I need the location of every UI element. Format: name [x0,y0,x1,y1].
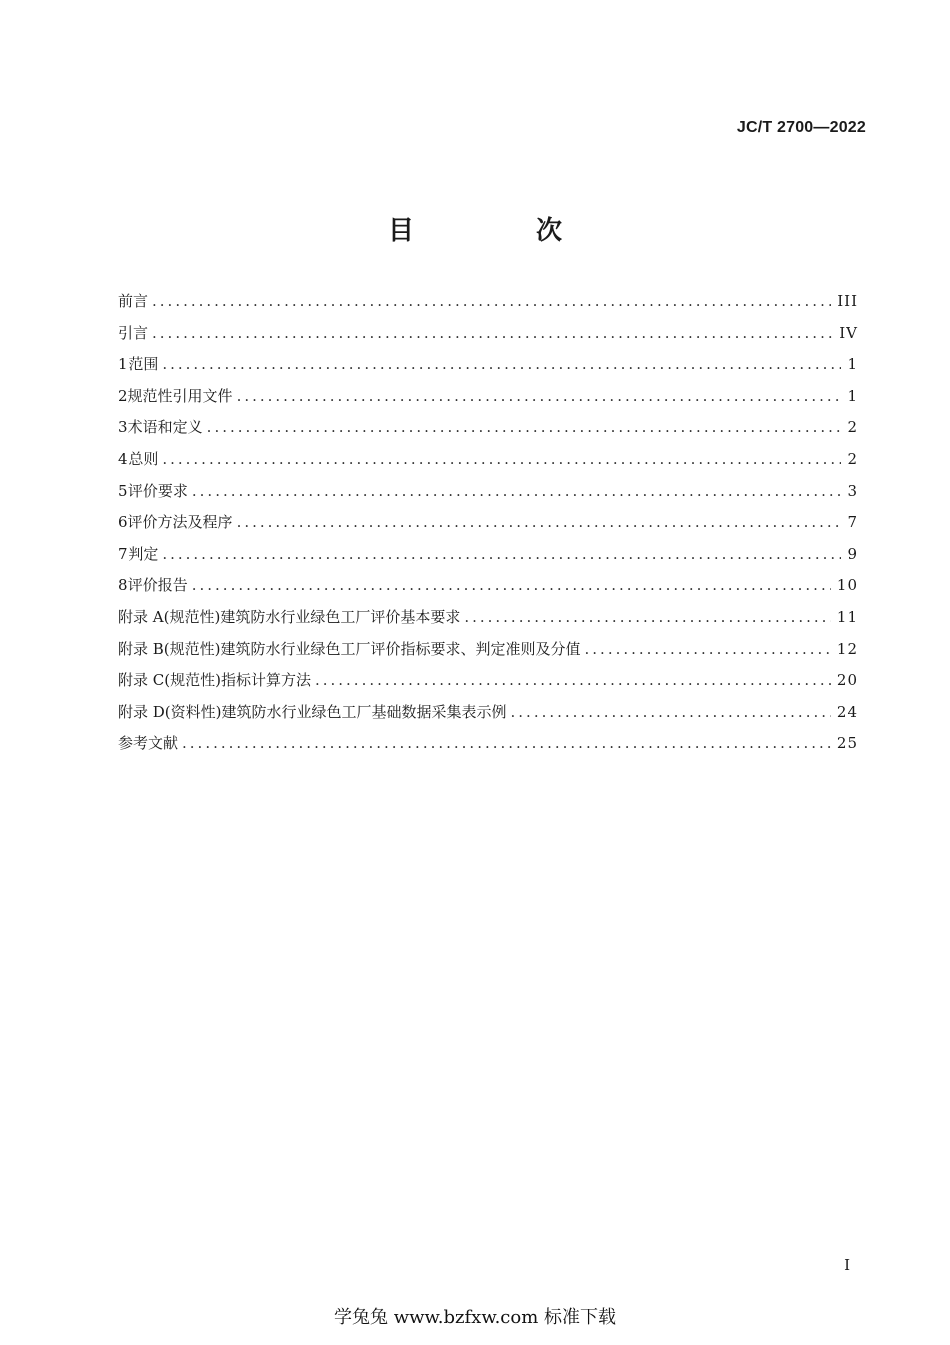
toc-entry-page: 12 [836,639,858,658]
toc-entry-number: 8 [118,576,128,595]
toc-entry[interactable] [118,385,858,417]
toc-entry[interactable] [118,669,858,701]
toc-dot-leader [152,324,833,342]
toc-entry-title: 引言 [118,323,149,342]
toc-dot-leader [182,734,831,752]
watermark-text: 学兔兔 www.bzfxw.com 标准下载 [333,1307,617,1328]
toc-entry-number: 1 [118,355,128,374]
toc-entry[interactable] [118,511,858,543]
toc-entry[interactable] [118,448,858,480]
toc-dot-leader [464,608,831,626]
toc-entry-title: 术语和定义 [127,418,203,437]
toc-entry-title: 规范性引用文件 [127,386,233,405]
toc-entry-title: 判定 [128,544,159,563]
toc-entry-number: 4 [118,449,128,468]
toc-entry-page: 10 [836,576,858,595]
toc-entry-number: 6 [118,513,128,532]
toc-dot-leader [511,703,831,721]
toc-entry[interactable] [118,480,858,512]
toc-entry[interactable] [118,416,858,448]
toc-entry-title: 评价方法及程序 [127,513,233,532]
toc-entry[interactable] [118,353,858,385]
toc-entry-title: 建筑防水行业绿色工厂评价指标要求、判定准则及分值 [220,639,581,658]
toc-entry-page: IV [839,323,858,342]
toc-entry-title: 参考文献 [118,734,179,753]
toc-entry[interactable] [118,543,858,575]
toc-entry-annex-label: 附录 C(规范性) [118,671,221,690]
toc-entry-page: 1 [847,355,858,374]
toc-entry-title: 总则 [128,449,159,468]
toc-entry-page: 3 [847,481,858,500]
toc-entry-page: 7 [847,513,858,532]
toc-dot-leader [207,418,842,436]
toc-entry-title: 指标计算方法 [220,671,311,690]
toc-entry[interactable] [118,701,858,733]
toc-entry[interactable] [118,574,858,606]
toc-dot-leader [162,355,841,373]
toc-entry[interactable] [118,290,858,322]
toc-entry[interactable] [118,322,858,354]
toc-entry-annex-label: 附录 A(规范性) [118,607,221,626]
toc-entry-number: 5 [118,481,128,500]
toc-entry-annex-label: 附录 B(规范性) [118,639,221,658]
toc-entry-annex-label: 附录 D(资料性) [118,702,222,721]
toc-dot-leader [162,450,841,468]
page-number: I [844,1256,850,1274]
toc-entry-number: 7 [118,544,128,563]
toc-entry-title: 建筑防水行业绿色工厂评价基本要求 [220,607,461,626]
toc-dot-leader [152,292,831,310]
toc-entry-page: 2 [847,449,858,468]
toc-entry[interactable] [118,606,858,638]
page-title: 目 次 [387,216,610,246]
standard-code: JC/T 2700—2022 [736,119,866,136]
toc-dot-leader [192,576,831,594]
toc-entry-title: 范围 [128,355,159,374]
toc-entry-title: 评价要求 [127,481,188,500]
toc-entry[interactable] [118,732,858,764]
toc-entry-number: 3 [118,418,128,437]
toc-entry-page: 24 [836,702,858,721]
toc-entry-page: 1 [847,386,858,405]
toc-entry-page: 2 [847,418,858,437]
table-of-contents [118,290,858,764]
toc-entry-page: III [837,292,858,310]
toc-entry-page: 20 [836,671,858,690]
toc-entry-page: 9 [847,544,858,563]
toc-entry[interactable] [118,638,858,670]
toc-dot-leader [192,482,842,500]
toc-entry-title: 评价报告 [127,576,188,595]
toc-dot-leader [585,640,831,658]
toc-dot-leader [162,545,841,563]
toc-dot-leader [237,387,842,405]
toc-entry-page: 11 [836,607,858,626]
toc-entry-page: 25 [836,734,858,753]
toc-entry-number: 2 [118,386,128,405]
toc-dot-leader [237,513,842,531]
toc-entry-title: 建筑防水行业绿色工厂基础数据采集表示例 [221,702,507,721]
toc-dot-leader [315,671,831,689]
toc-entry-title: 前言 [118,292,149,310]
